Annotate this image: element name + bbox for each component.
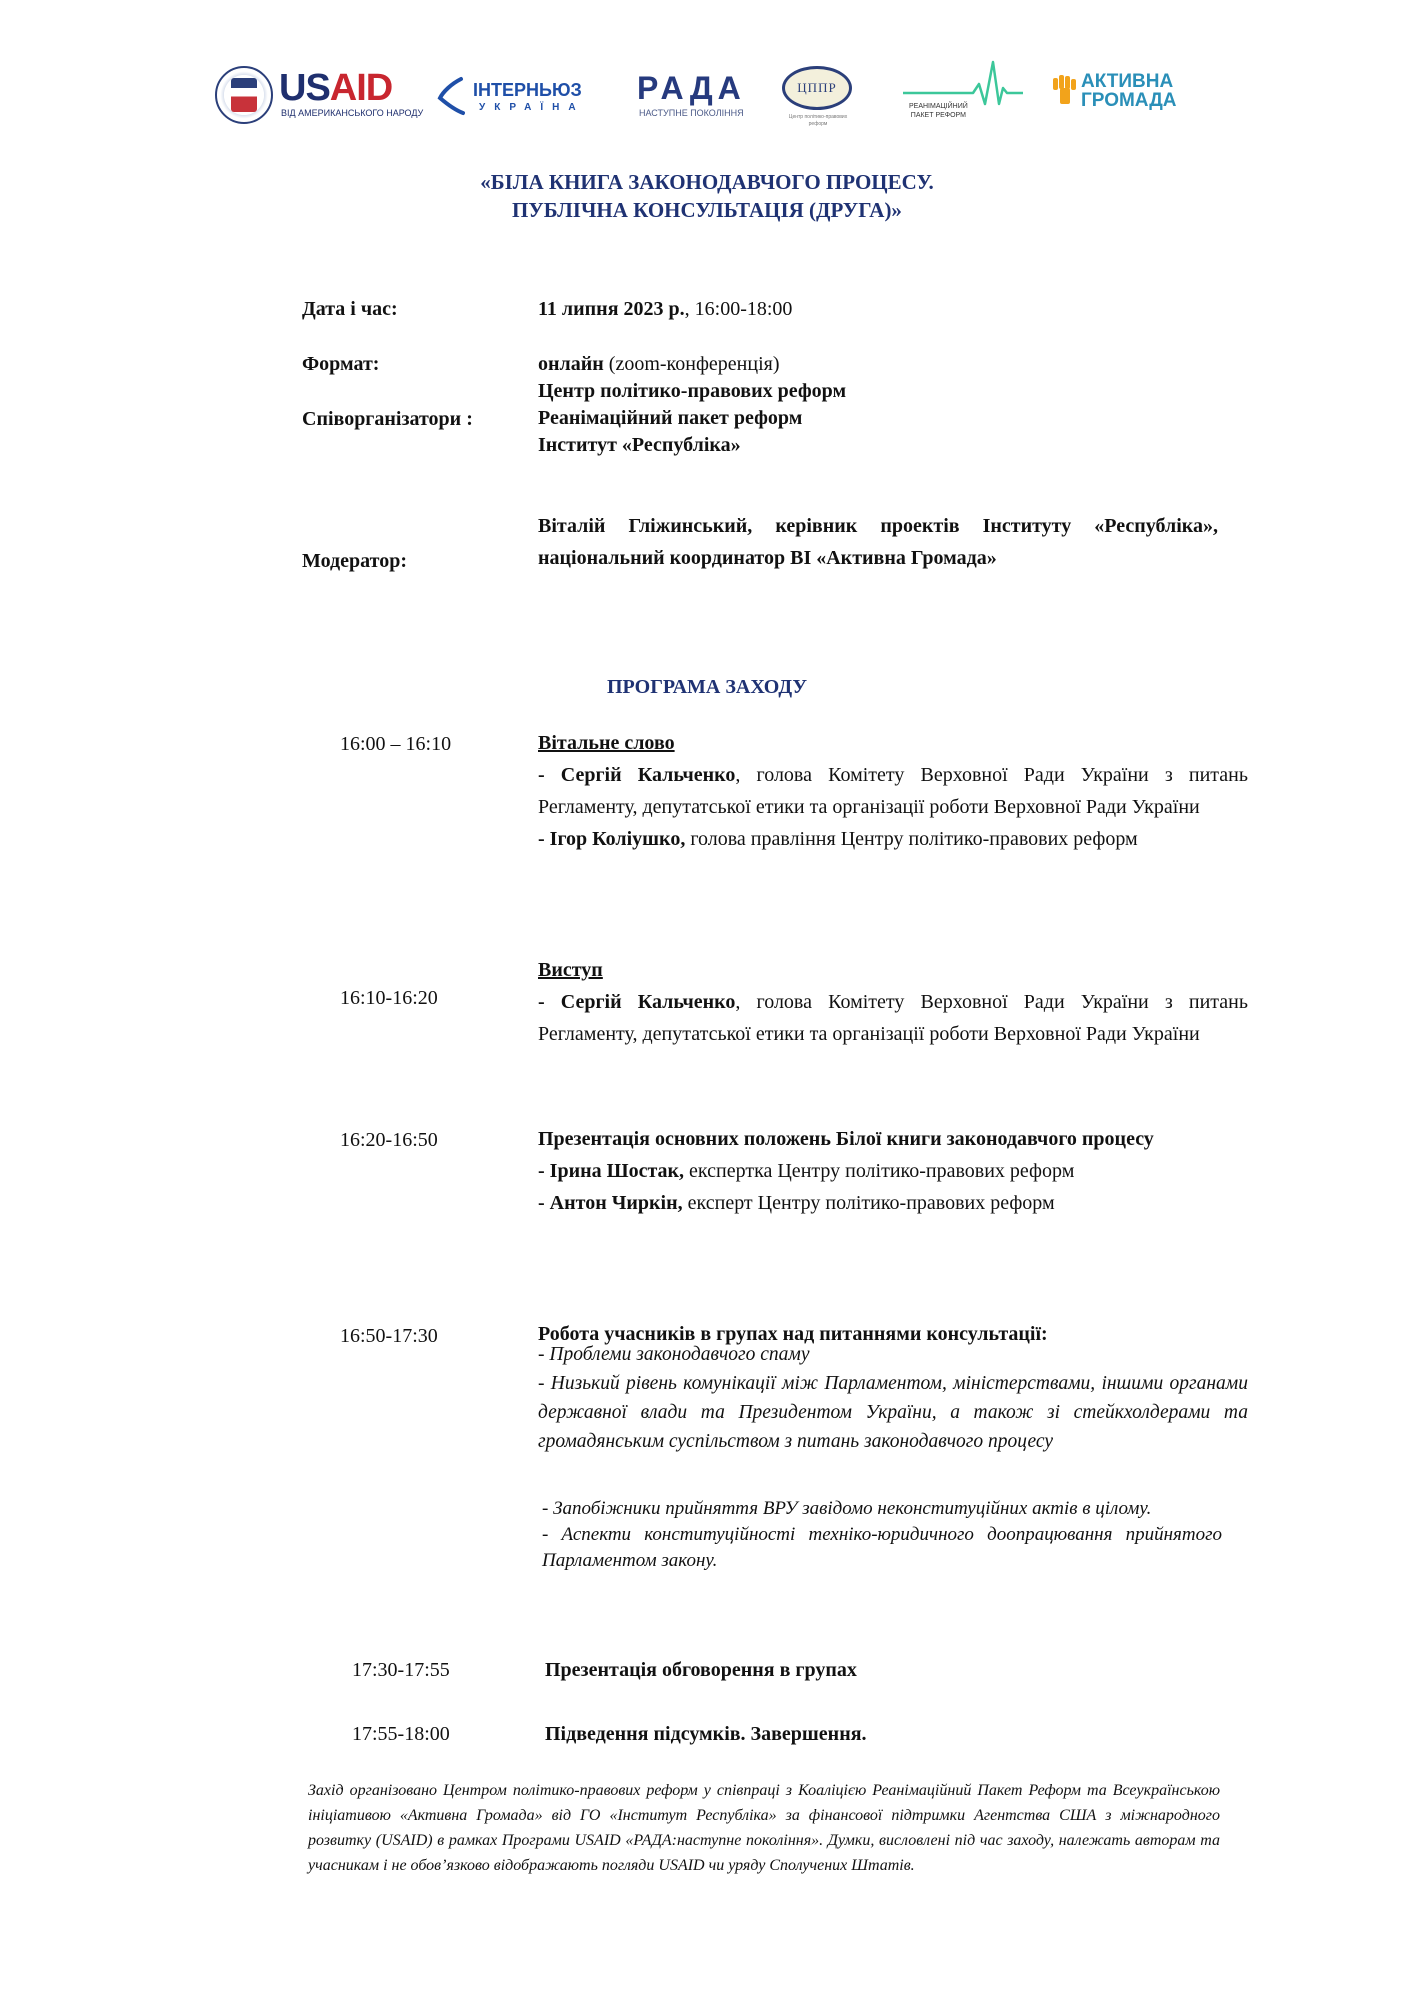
- document-title-line1: «БІЛА КНИГА ЗАКОНОДАВЧОГО ПРОЦЕСУ.: [480, 170, 934, 194]
- program-item-heading: Презентація обговорення в групах: [545, 1659, 857, 1681]
- program-item: [545, 1718, 1255, 1750]
- speaker-entry: [538, 1187, 1248, 1219]
- topic-item: - Запобіжники прийняття ВРУ завідомо неконституційних актів в цілому.: [542, 1498, 1152, 1519]
- consultation-topics-extra: [542, 1496, 1222, 1574]
- speaker-role: експертка Центру політико-правових реформ: [684, 1160, 1075, 1182]
- internews-mark-icon: [437, 76, 465, 116]
- speaker-name: - Ірина Шостак,: [538, 1160, 685, 1182]
- partner-logos-bar: [215, 58, 1215, 138]
- document-title: [0, 168, 1414, 224]
- program-item: [538, 727, 1248, 855]
- date-value: [538, 296, 792, 323]
- format-rest: (zoom-конференція): [603, 353, 780, 375]
- topic-item: - Аспекти конституційності техніко-юридичного доопрацювання прийнятого Парламентом закону.: [542, 1524, 1222, 1571]
- active-community-hands-icon: [1051, 74, 1079, 104]
- speaker-name: - Ігор Коліушко,: [538, 828, 686, 850]
- speaker-name: - Сергій Кальченко: [538, 991, 736, 1013]
- program-item-heading: Робота учасників в групах над питаннями консультації:: [538, 1323, 1048, 1345]
- format-value: [538, 351, 780, 378]
- speaker-entry: [538, 823, 1248, 855]
- speaker-entry: [538, 759, 1248, 823]
- rada-logo: РАДА: [637, 70, 746, 106]
- date-label: Дата і час:: [302, 298, 398, 320]
- consultation-topics: [538, 1340, 1248, 1456]
- cppr-logo: ЦППР: [782, 66, 852, 110]
- active-community-logo: [1081, 72, 1176, 110]
- coorganizers-list: [538, 378, 846, 459]
- rpr-line1: РЕАНІМАЦІЙНИЙ: [909, 103, 968, 110]
- coorganizer-item: Центр політико-правових реформ: [538, 380, 847, 402]
- program-item-heading: Підведення підсумків. Завершення.: [545, 1723, 867, 1745]
- coorganizer-item: Реанімаційний пакет реформ: [538, 407, 803, 429]
- usaid-subtitle: ВІД АМЕРИКАНСЬКОГО НАРОДУ: [281, 108, 424, 118]
- program-time: 16:50-17:30: [340, 1325, 438, 1347]
- program-time: 16:10-16:20: [340, 987, 438, 1009]
- speaker-entry: [538, 986, 1248, 1050]
- program-item-heading: Вітальне слово: [538, 732, 675, 754]
- speaker-role: , голова Комітету Верховної Ради України з питань Регламенту, депутатської етики та організації роботи Верховної Ради України: [538, 764, 1248, 818]
- internews-logo: ІНТЕРНЬЮЗ: [473, 80, 582, 100]
- program-time: 17:55-18:00: [352, 1723, 450, 1745]
- ag-line2: ГРОМАДА: [1081, 90, 1177, 111]
- format-label: Формат:: [302, 353, 380, 375]
- rpr-logo-text: [909, 102, 968, 120]
- program-time: 16:00 – 16:10: [340, 733, 452, 755]
- usaid-logo: [279, 68, 392, 108]
- rada-subtitle: НАСТУПНЕ ПОКОЛІННЯ: [639, 108, 744, 118]
- ag-line1: АКТИВНА: [1081, 71, 1174, 92]
- usaid-logo-aid: AID: [329, 67, 393, 109]
- speaker-name: - Антон Чиркін,: [538, 1192, 683, 1214]
- usaid-logo-us: US: [279, 67, 330, 109]
- speaker-role: експерт Центру політико-правових реформ: [682, 1192, 1055, 1214]
- coorganizers-label: Співорганізатори :: [302, 408, 473, 430]
- topic-item: - Низький рівень комунікації між Парламентом, міністерствами, іншими органами державної влади та Президентом України, а також зі стейкхолдерами та громадянським суспільством з питань законодавчого процесу: [538, 1373, 1248, 1452]
- speaker-name: - Сергій Кальченко: [538, 764, 736, 786]
- program-item-heading: Виступ: [538, 959, 603, 981]
- format-bold: онлайн: [538, 353, 604, 375]
- moderator-value: Віталій Гліжинський, керівник проектів Інституту «Республіка», національний координатор ВІ «Активна Громада»: [538, 515, 1218, 569]
- document-title-line2: ПУБЛІЧНА КОНСУЛЬТАЦІЯ (ДРУГА)»: [512, 198, 902, 222]
- time-range: , 16:00-18:00: [684, 298, 793, 320]
- program-item-heading: Презентація основних положень Білої книги законодавчого процесу: [538, 1128, 1154, 1150]
- coorganizer-item: Інститут «Республіка»: [538, 434, 741, 456]
- program-time: 16:20-16:50: [340, 1129, 438, 1151]
- moderator-label: Модератор:: [302, 550, 407, 572]
- usaid-seal-icon: [215, 66, 273, 124]
- program-title: ПРОГРАМА ЗАХОДУ: [606, 676, 808, 698]
- program-item: [545, 1654, 1255, 1686]
- speaker-entry: [538, 1155, 1248, 1187]
- cppr-subtitle: Центр політико-правових реформ: [788, 114, 848, 127]
- speaker-role: , голова Комітету Верховної Ради України з питань Регламенту, депутатської етики та організації роботи Верховної Ради України: [538, 991, 1248, 1045]
- program-item: [538, 954, 1248, 1050]
- program-time: 17:30-17:55: [352, 1659, 450, 1681]
- topic-item: - Проблеми законодавчого спаму: [538, 1344, 810, 1365]
- speaker-role: голова правління Центру політико-правових реформ: [685, 828, 1138, 850]
- internews-subtitle: УКРАЇНА: [479, 102, 585, 113]
- rpr-line2: ПАКЕТ РЕФОРМ: [910, 112, 966, 119]
- program-item: [538, 1123, 1248, 1219]
- funding-disclaimer: Захід організовано Центром політико-правових реформ у співпраці з Коаліцією Реанімаційний Пакет Реформ та Всеукраїнською ініціативою «Активна Громада» від ГО «Інститут Республіка» за фінансової підтримки Агентства США з міжнародного розвитку (USAID) в рамках Програми USAID «РАДА:наступне покоління». Думки, висловлені під час заходу, належать авторам та учасникам і не обов’язково відображають погляди USAID чи уряду Сполучених Штатів.: [308, 1782, 1220, 1874]
- date-bold: 11 липня 2023 р.: [538, 298, 685, 320]
